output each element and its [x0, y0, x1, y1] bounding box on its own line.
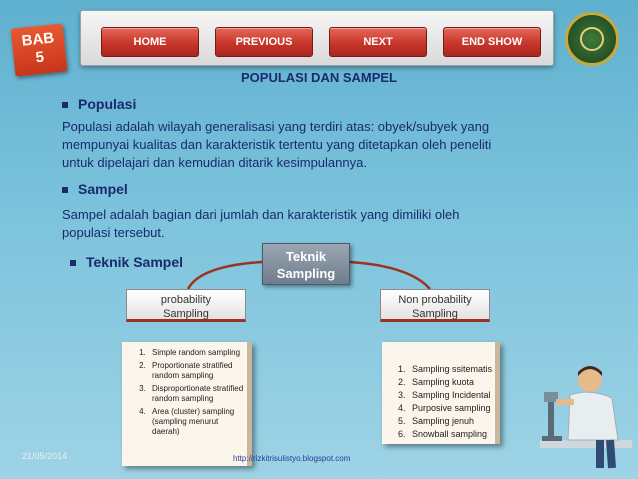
non-probability-methods-list: [382, 364, 495, 439]
probability-box-line: probability: [160, 294, 212, 306]
list-item: 3. Disproportionate stratified random sampling: [148, 384, 247, 404]
teknik-heading-label: Teknik Sampel: [86, 254, 184, 270]
non-probability-box-line: Sampling: [412, 308, 458, 320]
non-probability-methods-card: [382, 342, 500, 444]
list-item: 2. Sampling kuota: [408, 377, 495, 387]
populasi-line: Populasi adalah wilayah generalisasi yang terdiri atas: obyek/subyek yang: [62, 119, 490, 134]
probability-sampling-box: [126, 289, 246, 322]
slide-date: 21/05/2014: [22, 451, 68, 461]
end-show-button[interactable]: END SHOW: [443, 27, 541, 57]
populasi-line: untuk dipelajari dan kemudian ditarik kesimpulannya.: [62, 155, 367, 170]
badge-number: 5: [34, 48, 45, 67]
sampel-heading-label: Sampel: [78, 181, 128, 197]
probability-box-line: Sampling: [163, 308, 209, 320]
list-item: 6. Snowball sampling: [408, 429, 495, 439]
list-item: 4. Purposive sampling: [408, 403, 495, 413]
populasi-line: mempunyai kualitas dan karakteristik tertentu yang ditetapkan oleh peneliti: [62, 137, 492, 152]
home-button[interactable]: HOME: [101, 27, 199, 57]
list-item: 3. Sampling Incidental: [408, 390, 495, 400]
probability-methods-card: [122, 342, 252, 466]
teknik-sampling-box: [262, 243, 350, 285]
center-box-line: Sampling: [276, 266, 336, 281]
blog-url-link[interactable]: http://rizkitrisulistyo.blogspot.com: [233, 454, 351, 463]
list-item: 2. Proportionate stratified random sampling: [148, 361, 247, 381]
center-box-line: Teknik: [285, 249, 327, 264]
list-item: 1. Simple random sampling: [148, 348, 247, 358]
next-button[interactable]: NEXT: [329, 27, 427, 57]
probability-methods-list: [122, 348, 247, 437]
slide-title: POPULASI DAN SAMPEL: [240, 70, 397, 85]
list-item: 5. Sampling jenuh: [408, 416, 495, 426]
list-item: 1. Sampling ssitematis: [408, 364, 495, 374]
connector-right-arrow: [350, 262, 430, 289]
list-item: 4. Area (cluster) sampling (sampling menurut daerah): [148, 407, 247, 437]
non-probability-sampling-box: [380, 289, 490, 322]
sampel-line: Sampel adalah bagian dari jumlah dan karakteristik yang dimiliki oleh: [62, 207, 460, 222]
scientist-microscope-icon: [540, 340, 632, 470]
badge-label: BAB: [20, 29, 55, 50]
previous-button[interactable]: PREVIOUS: [215, 27, 313, 57]
sampel-line: populasi tersebut.: [62, 225, 165, 240]
non-probability-box-line: Non probability: [398, 294, 472, 306]
connector-left-arrow: [188, 262, 262, 289]
populasi-heading-label: Populasi: [78, 96, 137, 112]
